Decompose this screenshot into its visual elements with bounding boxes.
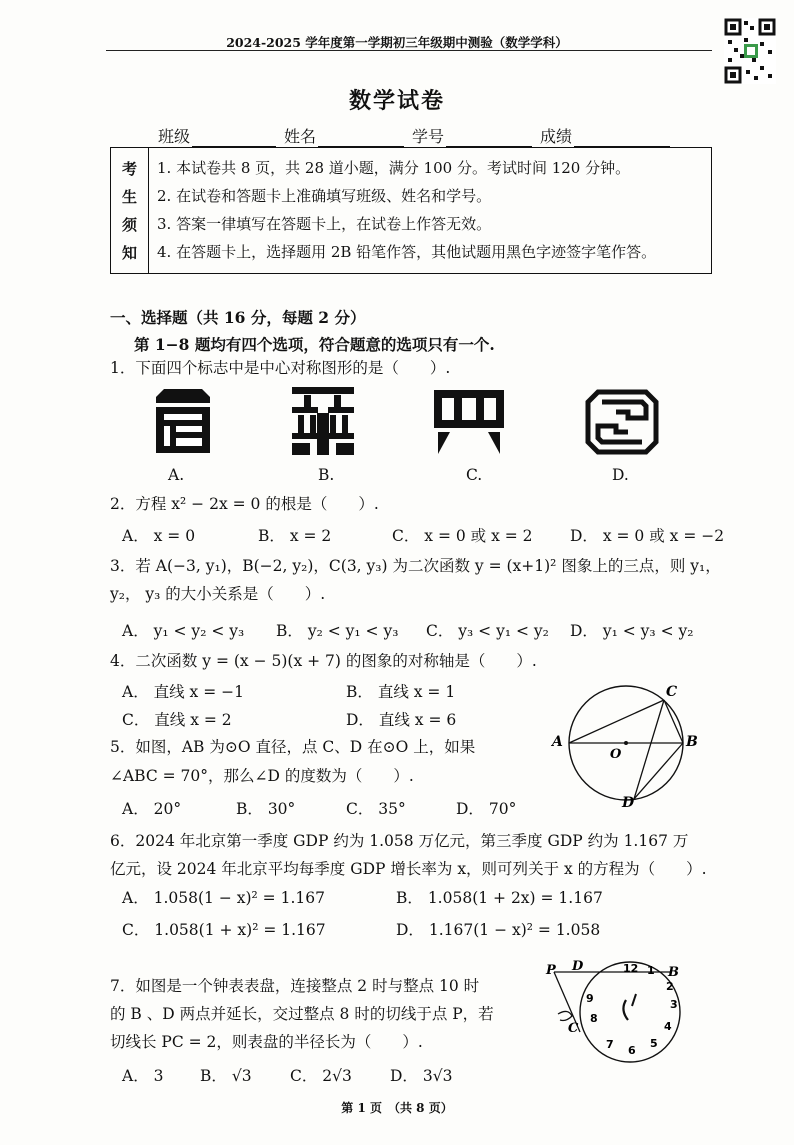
- q6-stem-2: 亿元，设 2024 年北京平均每季度 GDP 增长率为 x，则可列关于 x 的方程为（ ）.: [110, 860, 707, 878]
- qr-code-icon: [724, 18, 776, 84]
- q4-option-c[interactable]: C． 直线 x = 2: [122, 711, 232, 729]
- label-d: D: [622, 795, 635, 810]
- q7-option-b[interactable]: B． √3: [200, 1067, 252, 1085]
- label-a: A: [552, 734, 563, 750]
- q3-option-b[interactable]: B． y₂ < y₁ < y₃: [276, 622, 399, 640]
- field-label: 成绩: [540, 127, 573, 146]
- page-footer: 第 1 页 （共 8 页）: [341, 1101, 453, 1115]
- q7-clock-figure: [540, 950, 700, 1065]
- q2-stem: 2．方程 x² − 2x = 0 的根是（ ）.: [110, 495, 379, 513]
- q1-label-d[interactable]: D.: [612, 466, 629, 484]
- q3-option-a[interactable]: A． y₁ < y₂ < y₃: [122, 622, 245, 640]
- numeral-9: 9: [586, 992, 594, 1005]
- header-rule: [106, 50, 712, 51]
- logo-b-icon: [290, 385, 356, 457]
- notice-side-label: [111, 148, 149, 273]
- label-d: D: [572, 959, 584, 974]
- exam-header: 2024-2025 学年度第一学期初三年级期中测验（数学学科）: [226, 35, 568, 50]
- student-info-fields: [158, 124, 678, 147]
- q6-option-c[interactable]: C． 1.058(1 + x)² = 1.167: [122, 921, 326, 939]
- numeral-4: 4: [664, 1020, 672, 1033]
- q5-option-b[interactable]: B． 30°: [236, 800, 296, 818]
- q2-option-b[interactable]: B． x = 2: [258, 527, 332, 545]
- paper-title: 数学试卷: [348, 88, 445, 114]
- q6-stem: 6．2024 年北京第一季度 GDP 约为 1.058 万亿元，第三季度 GDP 约为 1.167 万: [110, 832, 689, 850]
- numeral-1: 1: [647, 964, 655, 977]
- q6-option-d[interactable]: D． 1.167(1 − x)² = 1.058: [396, 921, 601, 939]
- q5-stem-2: ∠ABC = 70°，那么∠D 的度数为（ ）.: [110, 767, 414, 785]
- q5-option-c[interactable]: C． 35°: [346, 800, 406, 818]
- blank-line[interactable]: [192, 130, 276, 147]
- label-p: P: [546, 963, 556, 978]
- field-score: [540, 124, 670, 147]
- label-c: C: [666, 684, 678, 700]
- notice-item: 4. 在答题卡上，选择题用 2B 铅笔作答，其他试题用黑色字迹签字笔作答。: [157, 243, 657, 261]
- q7-option-d[interactable]: D． 3√3: [390, 1067, 453, 1085]
- side-char: 生: [121, 187, 137, 206]
- logo-c-icon: [432, 388, 506, 456]
- q2-option-d[interactable]: D． x = 0 或 x = −2: [570, 527, 725, 545]
- blank-line[interactable]: [318, 130, 404, 147]
- numeral-12: 12: [623, 962, 639, 975]
- field-label: 班级: [158, 127, 191, 146]
- field-label: 姓名: [284, 127, 317, 146]
- logo-d-icon: [584, 388, 660, 456]
- side-char: 须: [121, 215, 137, 234]
- q7-stem: 7．如图是一个钟表表盘，连接整点 2 时与整点 10 时: [110, 977, 480, 995]
- q7-stem-2: 的 B 、D 两点并延长，交过整点 8 时的切线于点 P，若: [110, 1005, 494, 1023]
- blank-line[interactable]: [446, 130, 532, 147]
- q7-stem-3: 切线长 PC = 2，则表盘的半径长为（ ）.: [110, 1033, 423, 1051]
- field-label: 学号: [412, 127, 445, 146]
- q5-option-a[interactable]: A． 20°: [122, 800, 182, 818]
- field-id: [412, 124, 532, 147]
- label-b: B: [668, 965, 679, 980]
- q2-option-a[interactable]: A． x = 0: [122, 527, 196, 545]
- q3-option-d[interactable]: D． y₁ < y₃ < y₂: [570, 622, 694, 640]
- notice-item: 3. 答案一律填写在答题卡上，在试卷上作答无效。: [157, 215, 492, 233]
- q6-option-b[interactable]: B． 1.058(1 + 2x) = 1.167: [396, 889, 603, 907]
- q5-option-d[interactable]: D． 70°: [456, 800, 517, 818]
- notice-items: [157, 154, 656, 266]
- side-char: 知: [121, 243, 137, 262]
- numeral-8: 8: [590, 1012, 598, 1025]
- side-char: 考: [121, 159, 137, 178]
- numeral-3: 3: [670, 998, 678, 1011]
- numeral-2: 2: [666, 980, 674, 993]
- q3-option-c[interactable]: C． y₃ < y₁ < y₂: [426, 622, 549, 640]
- q4-option-d[interactable]: D． 直线 x = 6: [346, 711, 457, 729]
- numeral-5: 5: [650, 1037, 658, 1050]
- notice-box: [110, 147, 712, 274]
- logo-a-icon: [150, 385, 216, 457]
- numeral-6: 6: [628, 1044, 636, 1057]
- q1-label-a[interactable]: A.: [168, 466, 185, 484]
- notice-item: 1. 本试卷共 8 页，共 28 道小题，满分 100 分。考试时间 120 分钟。: [157, 159, 631, 177]
- label-b: B: [686, 734, 698, 750]
- q7-option-a[interactable]: A． 3: [122, 1067, 164, 1085]
- numeral-7: 7: [606, 1038, 614, 1051]
- q4-option-a[interactable]: A． 直线 x = −1: [122, 683, 244, 701]
- q1-label-c[interactable]: C.: [466, 466, 483, 484]
- q4-stem: 4．二次函数 y = (x − 5)(x + 7) 的图象的对称轴是（ ）.: [110, 652, 537, 670]
- q5-stem: 5．如图，AB 为⊙O 直径，点 C、D 在⊙O 上，如果: [110, 738, 476, 756]
- label-c: C: [568, 1021, 579, 1036]
- q1-label-b[interactable]: B.: [318, 466, 335, 484]
- q3-stem: 3．若 A(−3, y₁)，B(−2, y₂)，C(3, y₃) 为二次函数 y = (x+1)² 图象上的三点，则 y₁，: [110, 557, 721, 575]
- blank-line[interactable]: [574, 130, 670, 147]
- section-title: 一、选择题（共 16 分，每题 2 分）: [110, 308, 366, 327]
- section-intro: 第 1−8 题均有四个选项，符合题意的选项只有一个.: [134, 335, 495, 354]
- q4-option-b[interactable]: B． 直线 x = 1: [346, 683, 456, 701]
- q3-stem-2: y₂， y₃ 的大小关系是（ ）.: [110, 585, 326, 603]
- field-name: [284, 124, 404, 147]
- q6-option-a[interactable]: A． 1.058(1 − x)² = 1.167: [122, 889, 325, 907]
- q1-stem: 1．下面四个标志中是中心对称图形的是（ ）.: [110, 359, 451, 377]
- field-class: [158, 124, 276, 147]
- label-o: O: [610, 747, 622, 762]
- q2-option-c[interactable]: C． x = 0 或 x = 2: [392, 527, 533, 545]
- notice-item: 2. 在试卷和答题卡上准确填写班级、姓名和学号。: [157, 187, 492, 205]
- q7-option-c[interactable]: C． 2√3: [290, 1067, 352, 1085]
- q5-circle-figure: [546, 680, 706, 810]
